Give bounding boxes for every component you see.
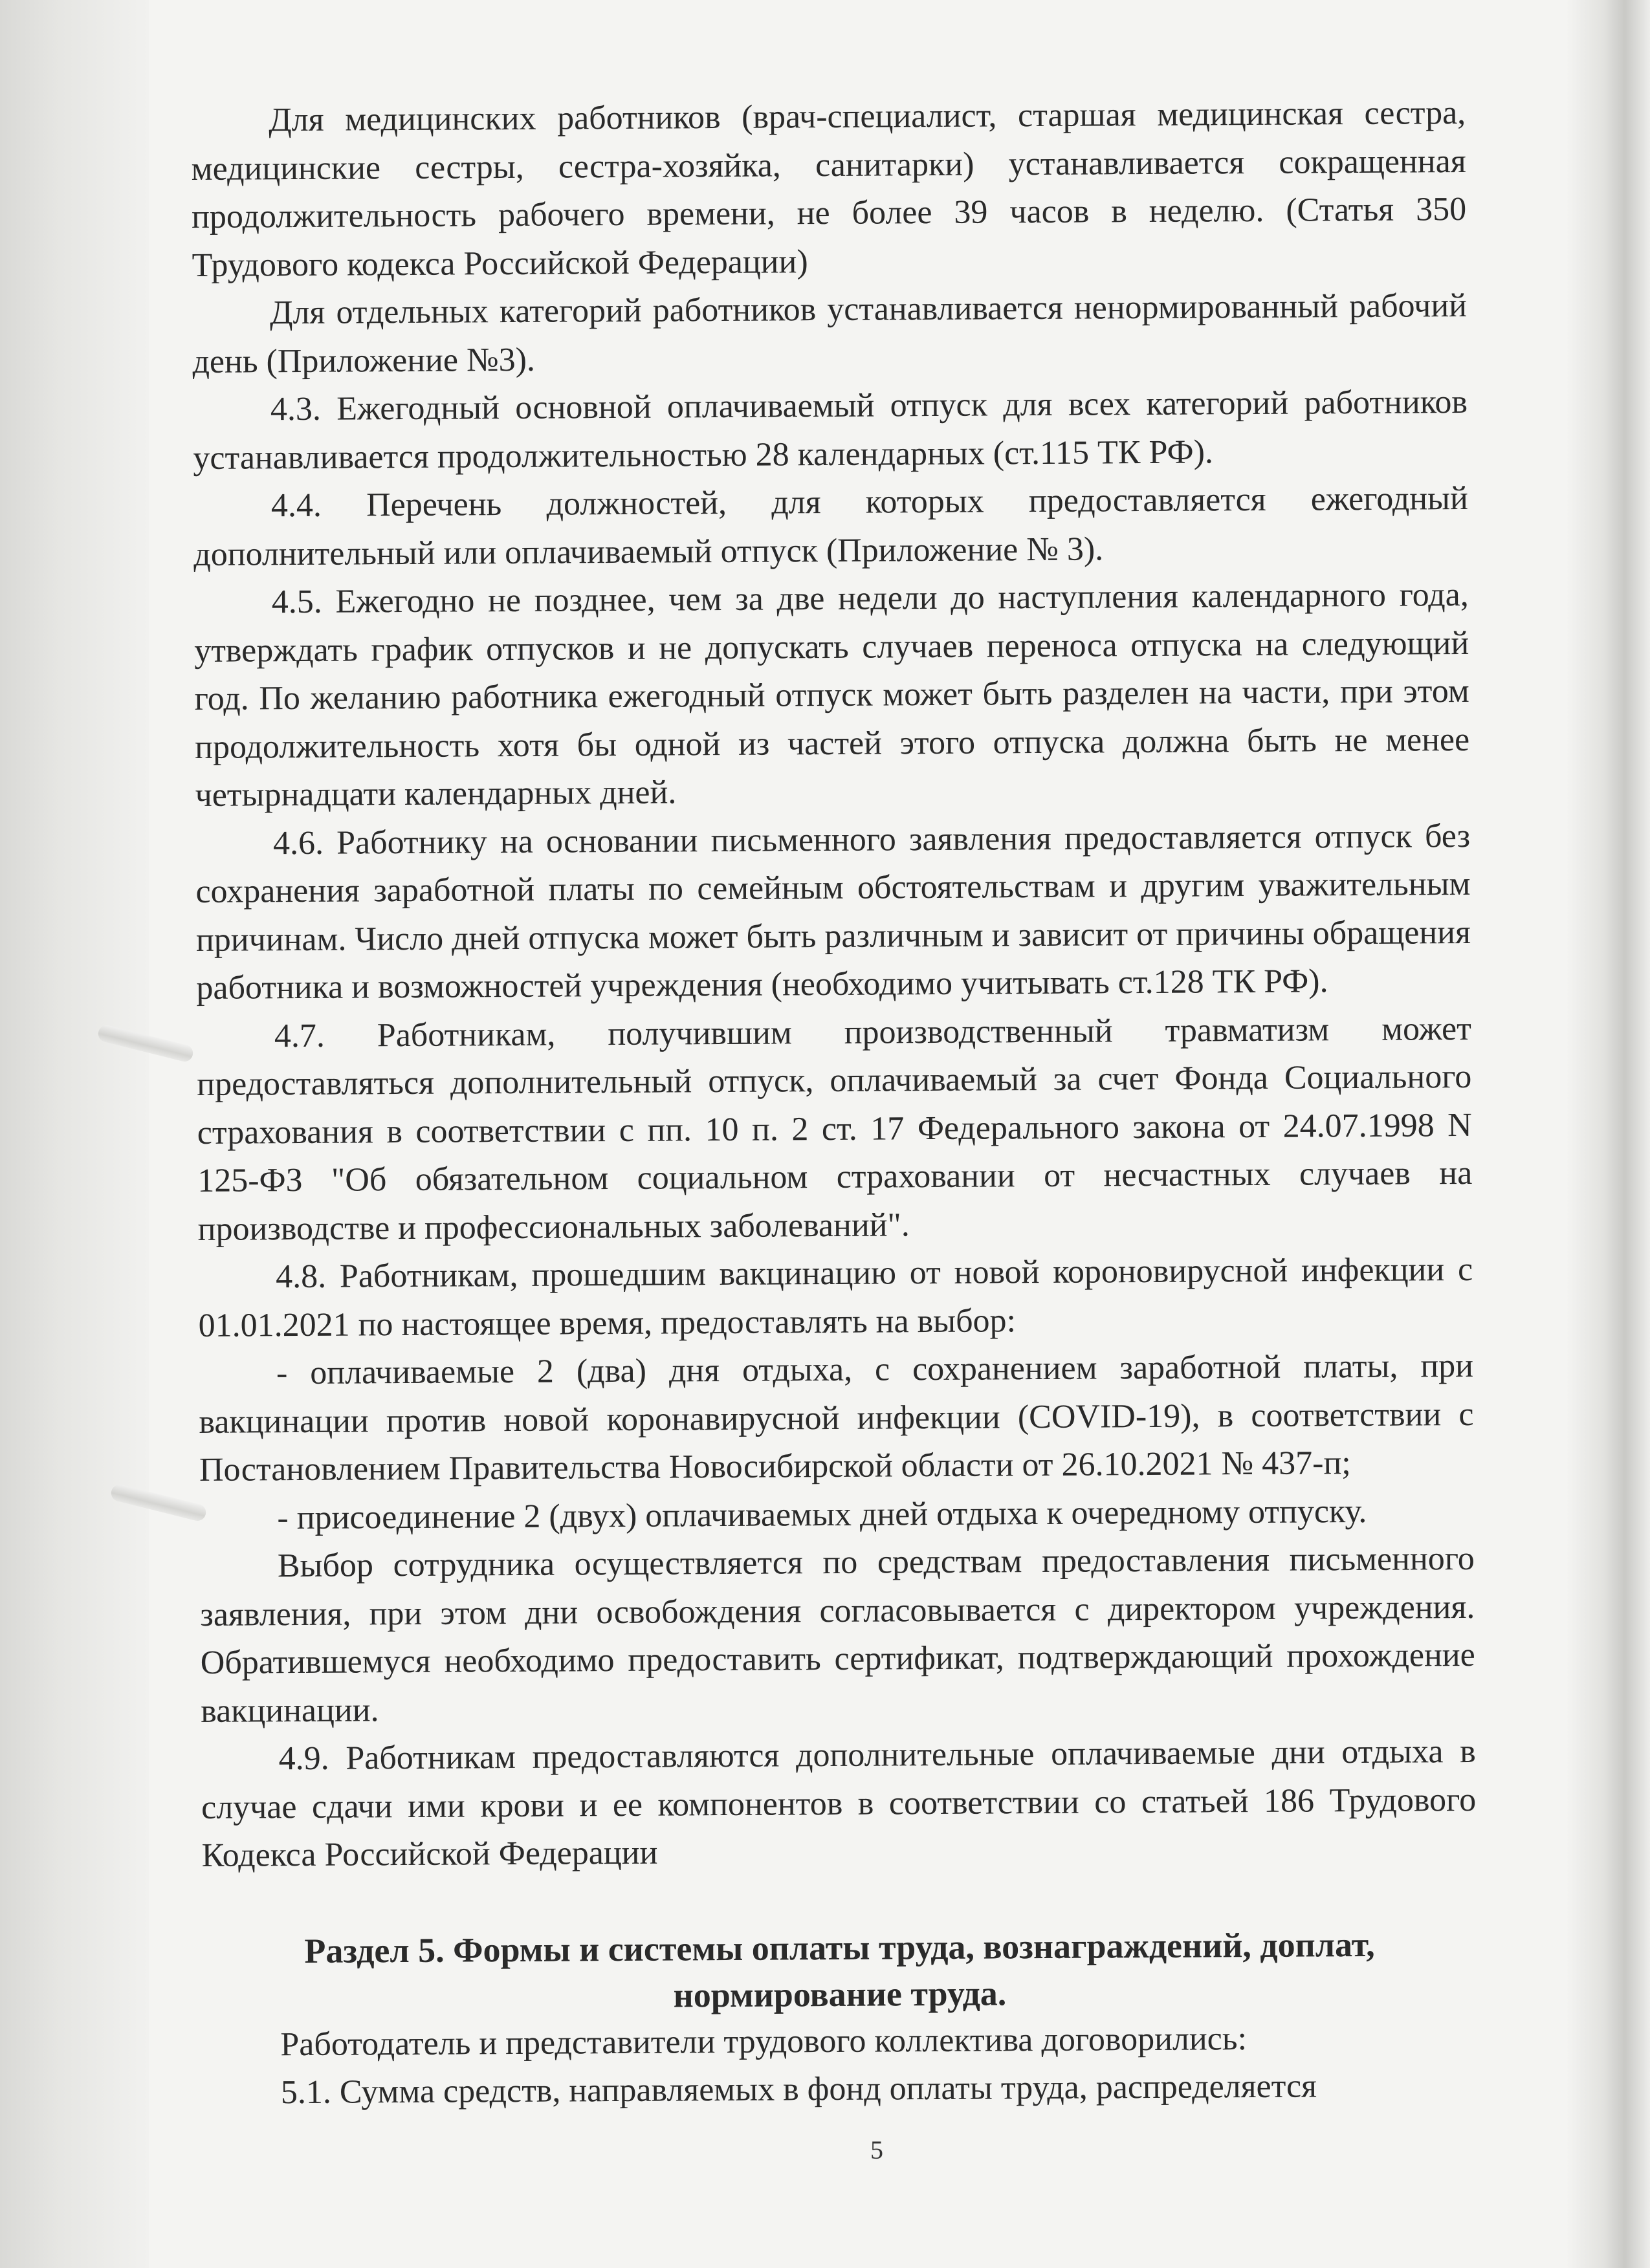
paragraph-5-1: 5.1. Сумма средств, направляемых в фонд оплаты труда, распределяется (280, 2067, 1317, 2111)
page-right-edge-shadow (1566, 0, 1650, 2268)
page-number: 5 (870, 2135, 883, 2164)
list-item-paid-rest-days: - оплачиваемые 2 (два) дня отдыха, с сохранением заработной платы, при вакцинации против новой коронавирусной инфекции (COVID-19), в соответствии с Постановлением Правительства Новосибирской области от 26.10.2021 № 437-п; (199, 1347, 1474, 1488)
paragraph-medical-workers-hours: Для медицинских работников (врач-специалист, старшая медицинская сестра, медицинские сестры, сестра-хозяйка, санитарки) устанавливается сокращенная продолжительность рабочего времени, не более 39 часов в неделю. (Статья 350 Трудового кодекса Российской Федерации) (191, 94, 1467, 284)
section-5-title: Раздел 5. Формы и системы оплаты труда, вознаграждений, доплат, нормирование труда. (304, 1925, 1375, 2014)
paragraph-employee-choice: Выбор сотрудника осуществляется по средствам предоставления письменного заявления, при этом дни освобождения согласовывается с директором учреждения. Обратившемуся необходимо предоставить сертификат, подтверждающий прохождение вакцинации. (200, 1540, 1475, 1730)
paragraph-irregular-workday: Для отдельных категорий работников устанавливается ненормированный рабочий день (Приложение №3). (192, 287, 1468, 380)
paragraph-4-4: 4.4. Перечень должностей, для которых предоставляется ежегодный дополнительный или оплачиваемый отпуск (Приложение № 3). (193, 479, 1469, 573)
paragraph-4-8: 4.8. Работникам, прошедшим вакцинацию от новой короновирусной инфекции с 01.01.2021 по настоящее время, предоставлять на выбор: (198, 1250, 1473, 1344)
page-left-edge-shadow (0, 0, 149, 2268)
document-page (191, 89, 1478, 2117)
paragraph-4-6: 4.6. Работнику на основании письменного заявления предоставляется отпуск без сохранения заработной платы по семейным обстоятельствам и другим уважительным причинам. Число дней отпуска может быть различным и зависит от причины обращения работника и возможностей учреждения (необходимо учитывать ст.128 ТК РФ). (195, 817, 1471, 1007)
paragraph-agreement-intro: Работодатель и представители трудового коллектива договорились: (280, 2020, 1248, 2063)
paragraph-4-9: 4.9. Работникам предоставляются дополнительные оплачиваемые дни отдыха в случае сдачи ими крови и ее компонентов в соответствии со статьей 186 Трудового Кодекса Российской Федерации (201, 1732, 1477, 1874)
paragraph-4-7: 4.7. Работникам, получившим производственный травматизм может предоставляться дополнительный отпуск, оплачиваемый за счет Фонда Социального страхования в соответствии с пп. 10 п. 2 ст. 17 Федерального закона от 24.07.1998 N 125-ФЗ "Об обязательном социальном страховании от несчастных случаев на производстве и профессиональных заболеваний". (197, 1010, 1473, 1248)
paragraph-4-3: 4.3. Ежегодный основной оплачиваемый отпуск для всех категорий работников устанавливается продолжительностью 28 календарных (ст.115 ТК РФ). (193, 383, 1468, 477)
list-item-add-to-vacation: - присоединение 2 (двух) оплачиваемых дней отдыха к очередному отпуску. (277, 1492, 1367, 1536)
paragraph-4-5: 4.5. Ежегодно не позднее, чем за две недели до наступления календарного года, утверждать график отпусков и не допускать случаев переноса отпуска на следующий год. По желанию работника ежегодный отпуск может быть разделен на части, при этом продолжительность хотя бы одной из частей этого отпуска должна быть не менее четырнадцати календарных дней. (194, 576, 1470, 814)
